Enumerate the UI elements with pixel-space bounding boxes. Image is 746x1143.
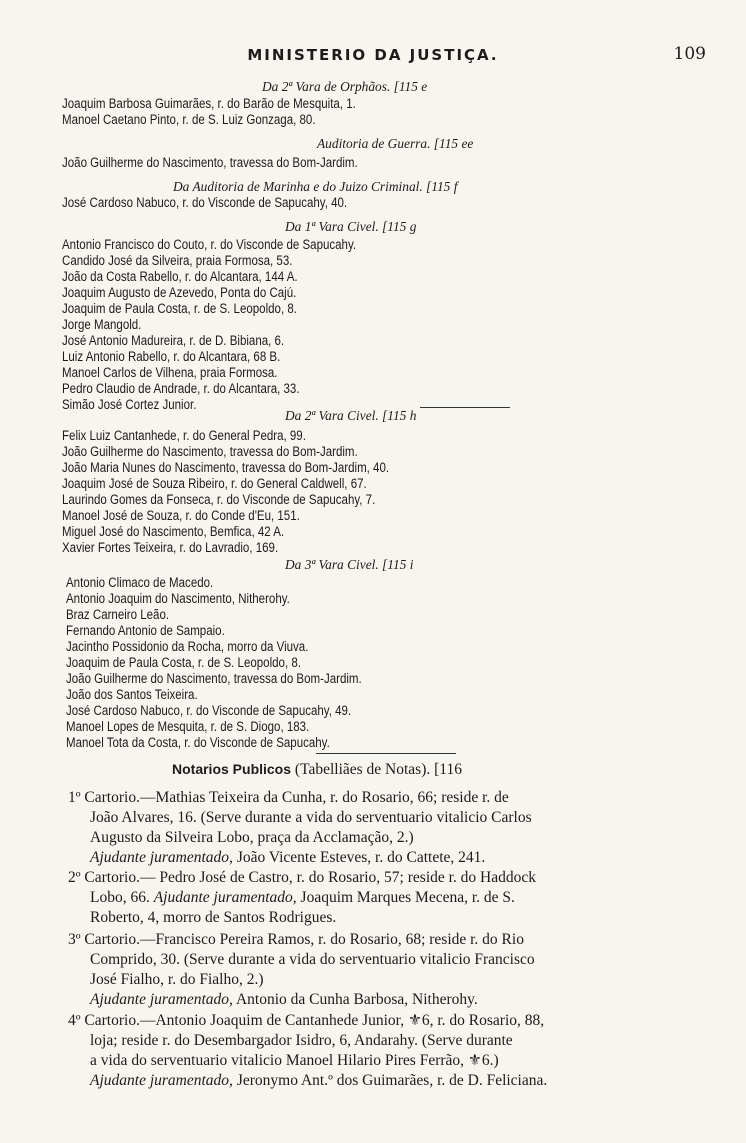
entry-line: 2º Cartorio.— Pedro José de Castro, r. do Rosario, 57; reside r. do Haddock <box>68 869 537 886</box>
list-item: João da Costa Rabello, r. do Alcantara, 144 A. <box>62 269 298 284</box>
list-item: José Antonio Madureira, r. de D. Bibiana, 6. <box>62 333 285 348</box>
list-item: Manoel Caetano Pinto, r. de S. Luiz Gonzaga, 80. <box>62 112 316 127</box>
entry-line <box>90 992 478 1008</box>
list-item: Antonio Joaquim do Nascimento, Nitherohy. <box>66 591 290 606</box>
section-title <box>172 762 462 778</box>
entry-text: Joaquim Marques Mecena, r. de S. <box>296 889 515 906</box>
entry-text: João Vicente Esteves, r. do Cattete, 241. <box>232 849 486 866</box>
list-item: Jacintho Possidonio da Rocha, morro da Viuva. <box>66 639 309 654</box>
list-item: Antonio Francisco do Couto, r. do Visconde de Sapucahy. <box>62 237 357 252</box>
list-item: Jorge Mangold. <box>62 317 142 332</box>
list-item: José Cardoso Nabuco, r. do Visconde de Sapucahy, 40. <box>62 195 348 210</box>
page-header <box>0 44 746 70</box>
section-heading: Da 1ª Vara Civel. [115 g <box>285 219 417 234</box>
section-heading: Da 2ª Vara Civel. [115 h <box>285 408 417 423</box>
list-item: Manoel José de Souza, r. do Conde d'Eu, 151. <box>62 508 300 523</box>
list-item: Joaquim Barbosa Guimarães, r. do Barão de Mesquita, 1. <box>62 96 356 111</box>
section-heading: Da 2ª Vara de Orphãos. [115 e <box>262 79 428 94</box>
list-item: Luiz Antonio Rabello, r. do Alcantara, 68 B. <box>62 349 281 364</box>
list-item: Candido José da Silveira, praia Formosa, 53. <box>62 253 293 268</box>
section-title-rest: (Tabelliães de Notas). [116 <box>291 761 462 778</box>
list-item: João Guilherme do Nascimento, travessa do Bom-Jardim. <box>66 671 362 686</box>
entry-line: 4º Cartorio.—Antonio Joaquim de Cantanhede Junior, ⚜6, r. do Rosario, 88, <box>68 1012 545 1029</box>
list-item: Manoel Tota da Costa, r. do Visconde de Sapucahy. <box>66 735 330 750</box>
entry-line <box>90 890 515 906</box>
entry-line <box>90 1073 547 1089</box>
entry-label: Ajudante juramentado, <box>153 889 297 906</box>
entry-line: loja; reside r. do Desembargador Isidro, 6, Andarahy. (Serve durante <box>90 1032 513 1049</box>
section-divider <box>316 753 456 754</box>
list-item: João Maria Nunes do Nascimento, travessa do Bom-Jardim, 40. <box>62 460 390 475</box>
entry-line: João Alvares, 16. (Serve durante a vida do serventuario vitalicio Carlos <box>90 809 532 826</box>
section-heading: Da 3ª Vara Civel. [115 i <box>285 557 414 572</box>
list-item: Antonio Climaco de Macedo. <box>66 575 214 590</box>
entry-line: a vida do serventuario vitalicio Manoel Hilario Pires Ferrão, ⚜6.) <box>90 1052 499 1069</box>
list-item: Joaquim José de Souza Ribeiro, r. do General Caldwell, 67. <box>62 476 367 491</box>
entry-label: Ajudante juramentado, <box>90 849 233 866</box>
rule <box>420 407 510 408</box>
entry-label: Ajudante juramentado, <box>90 991 233 1008</box>
entry-text: Antonio da Cunha Barbosa, Nitherohy. <box>232 991 478 1008</box>
list-item: Pedro Claudio de Andrade, r. do Alcantara, 33. <box>62 381 300 396</box>
list-item: José Cardoso Nabuco, r. do Visconde de Sapucahy, 49. <box>66 703 352 718</box>
entry-label: Ajudante juramentado, <box>90 1072 233 1089</box>
section-heading: Auditoria de Guerra. [115 ee <box>317 136 474 151</box>
list-item: João Guilherme do Nascimento, travessa do Bom-Jardim. <box>62 155 358 170</box>
entry-line: Augusto da Silveira Lobo, praça da Acclamação, 2.) <box>90 829 414 846</box>
entry-line: 3º Cartorio.—Francisco Pereira Ramos, r. do Rosario, 68; reside r. do Rio <box>68 931 524 948</box>
list-item: João dos Santos Teixeira. <box>66 687 198 702</box>
entry-line: Comprido, 30. (Serve durante a vida do serventuario vitalicio Francisco <box>90 951 535 968</box>
entry-text: Lobo, 66. <box>90 889 154 906</box>
section-title-bold: Notarios Publicos <box>172 761 292 777</box>
list-item: Miguel José do Nascimento, Bemfica, 42 A. <box>62 524 285 539</box>
list-item: Xavier Fortes Teixeira, r. do Lavradio, 169. <box>62 540 279 555</box>
list-item: Felix Luiz Cantanhede, r. do General Pedra, 99. <box>62 428 306 443</box>
section-heading: Da Auditoria de Marinha e do Juizo Criminal. [115 f <box>173 179 458 194</box>
list-item: Joaquim de Paula Costa, r. de S. Leopoldo, 8. <box>62 301 297 316</box>
list-item: Simão José Cortez Junior. <box>62 397 197 412</box>
running-title: MINISTERIO DA JUSTIÇA. <box>247 46 499 64</box>
entry-line: 1º Cartorio.—Mathias Teixeira da Cunha, r. do Rosario, 66; reside r. de <box>68 789 509 806</box>
list-item: João Guilherme do Nascimento, travessa do Bom-Jardim. <box>62 444 358 459</box>
list-item: Joaquim Augusto de Azevedo, Ponta do Cajú. <box>62 285 297 300</box>
entry-line: José Fialho, r. do Fialho, 2.) <box>90 971 264 988</box>
list-item: Manoel Carlos de Vilhena, praia Formosa. <box>62 365 278 380</box>
list-item: Laurindo Gomes da Fonseca, r. do Visconde de Sapucahy, 7. <box>62 492 376 507</box>
entry-line <box>90 850 485 866</box>
page-number: 109 <box>673 44 706 64</box>
list-item: Manoel Lopes de Mesquita, r. de S. Diogo, 183. <box>66 719 310 734</box>
entry-text: Jeronymo Ant.º dos Guimarães, r. de D. Feliciana. <box>232 1072 548 1089</box>
list-item: Joaquim de Paula Costa, r. de S. Leopoldo, 8. <box>66 655 301 670</box>
entry-line: Roberto, 4, morro de Santos Rodrigues. <box>90 909 337 926</box>
list-item: Braz Carneiro Leão. <box>66 607 170 622</box>
list-item: Fernando Antonio de Sampaio. <box>66 623 225 638</box>
